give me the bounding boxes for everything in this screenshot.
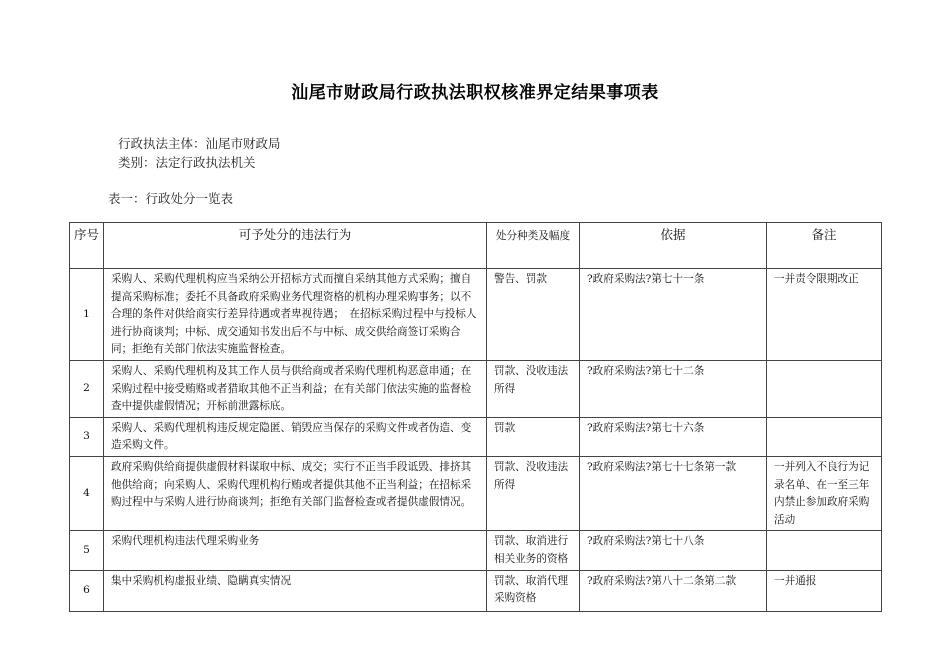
row-remark: 一并列入不良行为记录名单、在一至三年内禁止参加政府采购活动 bbox=[767, 456, 882, 530]
row-penalty: 罚款、取消代理采购资格 bbox=[487, 570, 580, 611]
table-row bbox=[70, 456, 882, 530]
header-seq: 序号 bbox=[70, 223, 104, 269]
row-basis: ?政府采购法?第七十一条 bbox=[580, 269, 767, 361]
row-basis: ?政府采购法?第七十二条 bbox=[580, 360, 767, 417]
row-remark: 一并责令限期改正 bbox=[767, 269, 882, 361]
row-seq: 1 bbox=[70, 269, 104, 361]
table-row bbox=[70, 269, 882, 361]
table-row bbox=[70, 417, 882, 456]
header-basis: 依据 bbox=[580, 223, 767, 269]
row-seq: 3 bbox=[70, 417, 104, 456]
row-seq: 5 bbox=[70, 531, 104, 570]
row-penalty: 罚款、没收违法所得 bbox=[487, 360, 580, 417]
document-title: 汕尾市财政局行政执法职权核准界定结果事项表 bbox=[291, 83, 659, 103]
header-remark: 备注 bbox=[767, 223, 882, 269]
row-violation: 采购代理机构违法代理采购业务 bbox=[104, 531, 487, 570]
row-violation: 采购人、采购代理机构违反规定隐匿、销毁应当保存的采购文件或者伪造、变造采购文件。 bbox=[104, 417, 487, 456]
table-row bbox=[70, 531, 882, 570]
row-basis: ?政府采购法?第七十六条 bbox=[580, 417, 767, 456]
row-violation: 采购人、采购代理机构应当采纳公开招标方式而擅自采纳其他方式采购；擅自提高采购标准；委托不具备政府采购业务代理资格的机构办理采购事务；以不合理的条件对供给商实行差异待遇或者卑视待遇； 在招标采购过程中与投标人进行协商谈判；中标、成交通知书发出后不与中标、成交供给商签订采购合同；拒绝有关部门依法实施监督检查。 bbox=[104, 269, 487, 361]
row-seq: 2 bbox=[70, 360, 104, 417]
row-seq: 4 bbox=[70, 456, 104, 530]
enforcement-subject: 行政执法主体：汕尾市财政局 bbox=[118, 136, 281, 151]
row-basis: ?政府采购法?第七十八条 bbox=[580, 531, 767, 570]
row-violation: 采购人、采购代理机构及其工作人员与供给商或者采购代理机构恶意串通；在采购过程中接受贿赂或者猎取其他不正当利益；在有关部门依法实施的监督检查中提供虚假情况；开标前泄露标底。 bbox=[104, 360, 487, 417]
row-basis: ?政府采购法?第七十七条第一款 bbox=[580, 456, 767, 530]
header-penalty: 处分种类及幅度 bbox=[487, 223, 580, 269]
table-row bbox=[70, 360, 882, 417]
penalty-table bbox=[69, 222, 882, 612]
table-row bbox=[70, 570, 882, 611]
row-penalty: 罚款、取消进行相关业务的资格 bbox=[487, 531, 580, 570]
table-header-row bbox=[70, 223, 882, 269]
row-remark bbox=[767, 417, 882, 456]
row-violation: 集中采购机构虚报业绩、隐瞒真实情况 bbox=[104, 570, 487, 611]
row-penalty: 罚款 bbox=[487, 417, 580, 456]
row-penalty: 警告、罚款 bbox=[487, 269, 580, 361]
row-penalty: 罚款、没收违法所得 bbox=[487, 456, 580, 530]
row-basis: ?政府采购法?第八十二条第二款 bbox=[580, 570, 767, 611]
table-caption: 表一：行政处分一览表 bbox=[108, 191, 234, 206]
row-violation: 政府采购供给商提供虚假材料谋取中标、成交；实行不正当手段诋毁、排挤其他供给商；向采购人、采购代理机构行贿或者提供其他不正当利益；在招标采购过程中与采购人进行协商谈判；拒绝有关部门监督检查或者提供虚假情况。 bbox=[104, 456, 487, 530]
row-seq: 6 bbox=[70, 570, 104, 611]
row-remark bbox=[767, 531, 882, 570]
agency-category: 类别：法定行政执法机关 bbox=[118, 155, 256, 170]
row-remark bbox=[767, 360, 882, 417]
row-remark: 一并通报 bbox=[767, 570, 882, 611]
header-violation: 可予处分的违法行为 bbox=[104, 223, 487, 269]
